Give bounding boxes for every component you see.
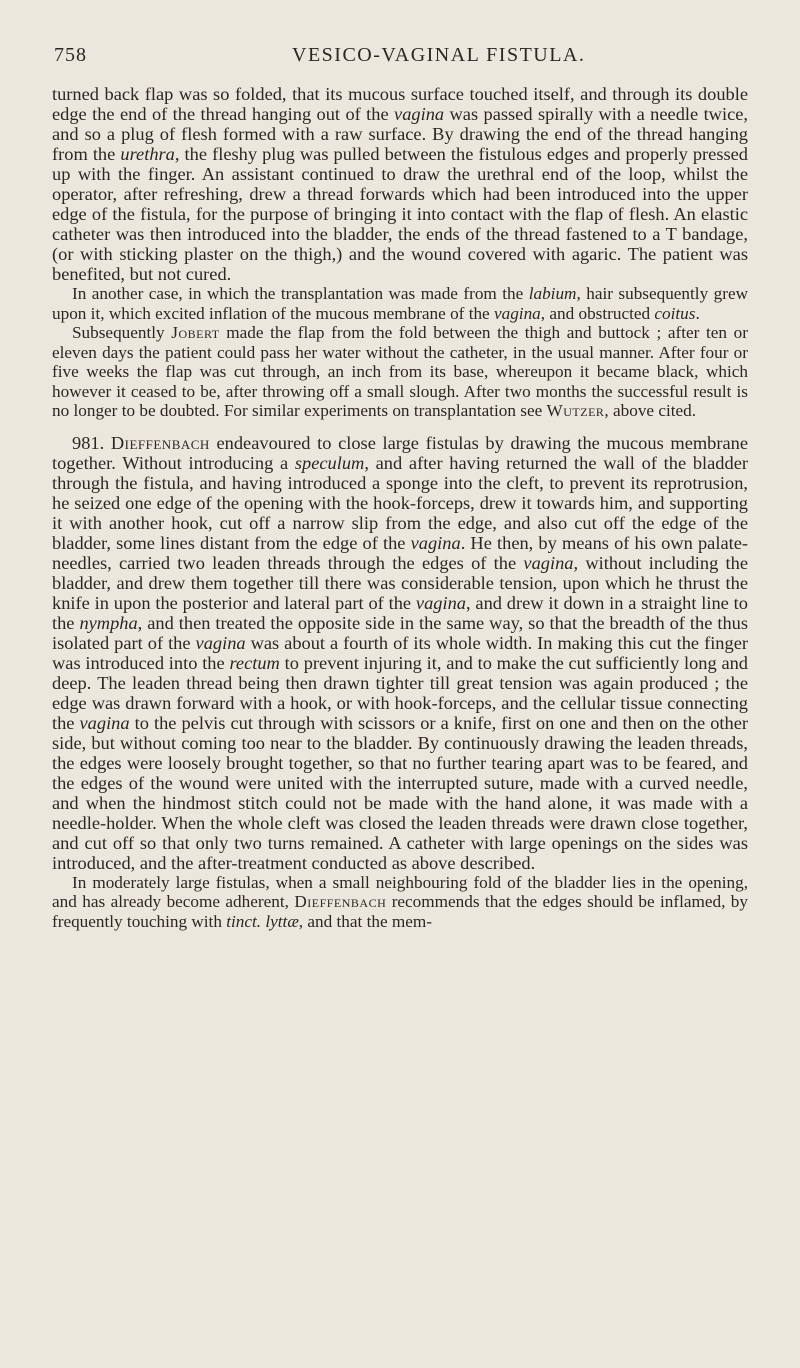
paragraph-2: In another case, in which the transplantation was made from the labium, hair subsequently grew upon it, which excited inflation of the mucous membrane of the vagina, and obstructed coitus. [52,284,748,323]
page-number: 758 [54,44,87,66]
page-body [52,84,748,931]
page-header [52,44,748,76]
paragraph-5: In moderately large fistulas, when a small neighbouring fold of the bladder lies in the opening, and has already become adherent, Dieffenbach recommends that the edges should be inflamed, by frequently touching with tinct. lyttæ, and that the mem- [52,872,748,931]
paragraph-1: turned back flap was so folded, that its mucous surface touched itself, and through its double edge the end of the thread hanging out of the vagina was passed spirally with a needle twice, and so a plug of flesh formed with a raw surface. By drawing the end of the thread hanging from the urethra, the fleshy plug was pulled between the fistulous edges and properly pressed up with the finger. An assistant continued to draw the urethral end of the loop, whilst the operator, after refreshing, drew a thread forwards which had been introduced into the upper edge of the fistula, for the purpose of bringing it into contact with the flap of flesh. An elastic catheter was then introduced into the bladder, the ends of the thread fastened to a T bandage, (or with sticking plaster on the thigh,) and the wound covered with agaric. The patient was benefited, but not cured. [52,84,748,284]
paragraph-3: Subsequently Jobert made the flap from the fold between the thigh and buttock ; after ten or eleven days the patient could pass her water without the catheter, in the usual manner. After four or five weeks the flap was cut through, an inch from its base, whereupon it became black, which however it ceased to be, after throwing off a small slough. After two months the successful result is no longer to be doubted. For similar experiments on transplantation see Wutzer, above cited. [52,323,748,420]
running-title: VESICO-VAGINAL FISTULA. [292,44,586,66]
paragraph-4: 981. Dieffenbach endeavoured to close large fistulas by drawing the mucous membrane together. Without introducing a speculum, and after having returned the wall of the bladder through the fistula, and having introduced a sponge into the cleft, to prevent its reprotrusion, he seized one edge of the opening with the hook-forceps, drew it towards him, and supporting it with another hook, cut off a narrow slip from the edge, and also cut off the edge of the bladder, some lines distant from the edge of the vagina. He then, by means of his own palate-needles, carried two leaden threads through the edges of the vagina, without including the bladder, and drew them together till there was considerable tension, upon which he thrust the knife in upon the posterior and lateral part of the vagina, and drew it down in a straight line to the nympha, and then treated the opposite side in the same way, so that the breadth of the thus isolated part of the vagina was about a fourth of its whole width. In making this cut the finger was introduced into the rectum to prevent injuring it, and to make the cut sufficiently long and deep. The leaden thread being then drawn tighter till great tension was again produced ; the edge was drawn forward with a hook, or with hook-forceps, and the cellular tissue connecting the vagina to the pelvis cut through with scissors or a knife, first on one and then on the other side, but without coming too near to the bladder. By continuously drawing the leaden threads, the edges were loosely brought together, so that no further tearing apart was to be feared, and the edges of the wound were united with the interrupted suture, made with a curved needle, and when the hindmost stitch could not be made with the hand alone, it was made with a needle-holder. When the whole cleft was closed the leaden threads were drawn close together, and cut off so that only two turns remained. A catheter with large openings on the sides was introduced, and the after-treatment conducted as above described. [52,432,749,873]
